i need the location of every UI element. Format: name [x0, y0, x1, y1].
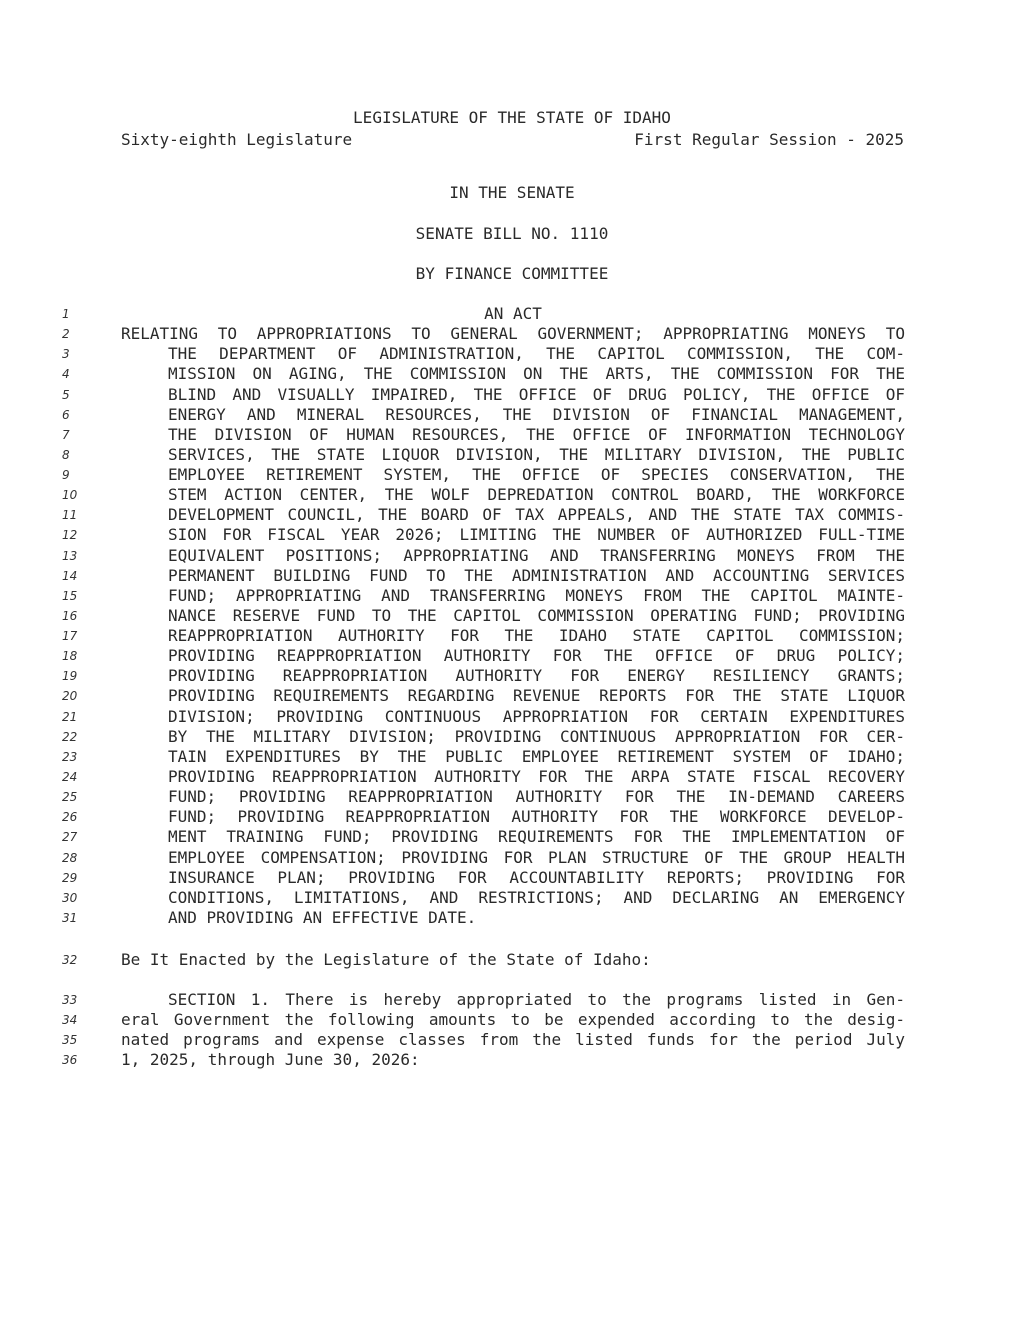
line-number: 24	[62, 769, 78, 784]
line-number: 6	[62, 407, 70, 422]
line-text: INSURANCE PLAN; PROVIDING FOR ACCOUNTABILITY REPORTS; PROVIDING FOR	[168, 867, 905, 887]
text-line	[0, 344, 1024, 364]
line-text: PROVIDING REAPPROPRIATION AUTHORITY FOR THE OFFICE OF DRUG POLICY;	[168, 646, 905, 666]
line-text: AN ACT	[484, 304, 542, 323]
text-line	[0, 727, 1024, 747]
line-text: 1, 2025, through June 30, 2026:	[121, 1050, 420, 1069]
line-text: EMPLOYEE RETIREMENT SYSTEM, THE OFFICE OF SPECIES CONSERVATION, THE	[168, 465, 905, 485]
line-text: RELATING TO APPROPRIATIONS TO GENERAL GOVERNMENT; APPROPRIATING MONEYS TO	[121, 324, 905, 344]
text-line	[0, 848, 1024, 868]
line-text: nated programs and expense classes from the listed funds for the period July	[121, 1030, 905, 1049]
line-number: 18	[62, 649, 78, 664]
line-number: 31	[62, 910, 78, 925]
line-number: 29	[62, 870, 78, 885]
line-number: 16	[62, 608, 78, 623]
line-number: 1	[62, 307, 70, 321]
text-line	[0, 787, 1024, 807]
line-text: SION FOR FISCAL YEAR 2026; LIMITING THE NUMBER OF AUTHORIZED FULL-TIME	[168, 525, 905, 545]
line-text: FUND; APPROPRIATING AND TRANSFERRING MONEYS FROM THE CAPITOL MAINTE-	[168, 585, 905, 605]
legislature-number: Sixty-eighth Legislature	[121, 130, 353, 149]
line-number: 10	[62, 488, 78, 503]
text-line	[0, 566, 1024, 586]
line-number: 4	[62, 367, 70, 382]
line-number: 23	[62, 749, 78, 764]
line-number: 14	[62, 568, 78, 583]
line-number: 7	[62, 427, 70, 442]
line-text: DIVISION; PROVIDING CONTINUOUS APPROPRIATION FOR CERTAIN EXPENDITURES	[168, 706, 905, 726]
line-text: PROVIDING REQUIREMENTS REGARDING REVENUE REPORTS FOR THE STATE LIQUOR	[168, 686, 905, 706]
text-line	[0, 425, 1024, 445]
line-number: 13	[62, 548, 78, 563]
line-number: 26	[62, 810, 78, 825]
text-line	[0, 364, 1024, 384]
text-line	[0, 807, 1024, 827]
line-text: eral Government the following amounts to be expended according to the desig-	[121, 1010, 905, 1029]
line-text: MENT TRAINING FUND; PROVIDING REQUIREMENTS FOR THE IMPLEMENTATION OF	[168, 827, 905, 847]
line-text: SECTION 1. There is hereby appropriated to the programs listed in Gen-	[168, 990, 905, 1009]
line-number: 19	[62, 669, 78, 684]
line-text: THE DEPARTMENT OF ADMINISTRATION, THE CAPITOL COMMISSION, THE COM-	[168, 344, 905, 364]
text-line	[0, 888, 1024, 908]
line-number: 25	[62, 790, 78, 805]
line-text: BY THE MILITARY DIVISION; PROVIDING CONTINUOUS APPROPRIATION FOR CER-	[168, 726, 905, 746]
line-number: 35	[62, 1033, 78, 1047]
line-number: 11	[62, 508, 78, 523]
line-text: PERMANENT BUILDING FUND TO THE ADMINISTRATION AND ACCOUNTING SERVICES	[168, 565, 905, 585]
line-text: ENERGY AND MINERAL RESOURCES, THE DIVISION OF FINANCIAL MANAGEMENT,	[168, 404, 905, 424]
text-line	[0, 626, 1024, 646]
text-line	[0, 405, 1024, 425]
line-number: 5	[62, 387, 70, 402]
line-number: 36	[62, 1053, 78, 1067]
line-number: 28	[62, 850, 78, 865]
text-line	[0, 950, 1024, 970]
bill-sponsor: BY FINANCE COMMITTEE	[415, 264, 609, 283]
line-text: AND PROVIDING AN EFFECTIVE DATE.	[168, 907, 477, 927]
line-number: 32	[62, 953, 78, 967]
text-line	[0, 767, 1024, 787]
text-line	[0, 324, 1024, 344]
line-text: STEM ACTION CENTER, THE WOLF DEPREDATION CONTROL BOARD, THE WORKFORCE	[168, 485, 905, 505]
text-line	[0, 686, 1024, 706]
session-label: First Regular Session - 2025	[634, 130, 904, 149]
line-number: 33	[62, 993, 78, 1007]
line-text: THE DIVISION OF HUMAN RESOURCES, THE OFFICE OF INFORMATION TECHNOLOGY	[168, 424, 905, 444]
line-text: Be It Enacted by the Legislature of the State of Idaho:	[121, 950, 651, 969]
text-line	[0, 868, 1024, 888]
line-text: FUND; PROVIDING REAPPROPRIATION AUTHORITY FOR THE WORKFORCE DEVELOP-	[168, 807, 905, 827]
text-line	[0, 505, 1024, 525]
text-line	[0, 707, 1024, 727]
text-line	[0, 304, 1024, 324]
text-line	[0, 465, 1024, 485]
line-number: 3	[62, 347, 70, 362]
line-number: 15	[62, 588, 78, 603]
text-line	[0, 445, 1024, 465]
line-number: 27	[62, 830, 78, 845]
line-text: FUND; PROVIDING REAPPROPRIATION AUTHORITY FOR THE IN-DEMAND CAREERS	[168, 787, 905, 807]
line-text: EQUIVALENT POSITIONS; APPROPRIATING AND TRANSFERRING MONEYS FROM THE	[168, 545, 905, 565]
text-line	[0, 747, 1024, 767]
line-number: 34	[62, 1013, 78, 1027]
text-line	[0, 546, 1024, 566]
line-text: PROVIDING REAPPROPRIATION AUTHORITY FOR THE ARPA STATE FISCAL RECOVERY	[168, 766, 905, 786]
text-line	[0, 1030, 1024, 1050]
text-line	[0, 385, 1024, 405]
text-line	[0, 666, 1024, 686]
line-text: EMPLOYEE COMPENSATION; PROVIDING FOR PLAN STRUCTURE OF THE GROUP HEALTH	[168, 847, 905, 867]
text-line	[0, 646, 1024, 666]
line-number: 21	[62, 709, 78, 724]
line-number: 8	[62, 447, 70, 462]
line-text: SERVICES, THE STATE LIQUOR DIVISION, THE MILITARY DIVISION, THE PUBLIC	[168, 444, 905, 464]
line-number: 2	[62, 327, 70, 342]
line-number: 30	[62, 890, 78, 905]
line-number: 9	[62, 468, 70, 483]
line-text: BLIND AND VISUALLY IMPAIRED, THE OFFICE OF DRUG POLICY, THE OFFICE OF	[168, 384, 905, 404]
text-line	[0, 908, 1024, 928]
text-line	[0, 525, 1024, 545]
line-text: CONDITIONS, LIMITATIONS, AND RESTRICTIONS; AND DECLARING AN EMERGENCY	[168, 887, 905, 907]
line-text: PROVIDING REAPPROPRIATION AUTHORITY FOR ENERGY RESILIENCY GRANTS;	[168, 666, 905, 686]
line-text: NANCE RESERVE FUND TO THE CAPITOL COMMISSION OPERATING FUND; PROVIDING	[168, 605, 905, 625]
line-number: 20	[62, 689, 78, 704]
line-number: 22	[62, 729, 78, 744]
chamber-heading: IN THE SENATE	[449, 183, 575, 202]
line-text: DEVELOPMENT COUNCIL, THE BOARD OF TAX APPEALS, AND THE STATE TAX COMMIS-	[168, 505, 905, 525]
text-line	[0, 990, 1024, 1010]
line-text: REAPPROPRIATION AUTHORITY FOR THE IDAHO STATE CAPITOL COMMISSION;	[168, 626, 905, 646]
text-line	[0, 1010, 1024, 1030]
bill-number: SENATE BILL NO. 1110	[415, 224, 609, 243]
line-number: 12	[62, 528, 78, 543]
text-line	[0, 586, 1024, 606]
text-line	[0, 1050, 1024, 1070]
text-line	[0, 827, 1024, 847]
line-text: MISSION ON AGING, THE COMMISSION ON THE ARTS, THE COMMISSION FOR THE	[168, 364, 905, 384]
text-line	[0, 606, 1024, 626]
line-number: 17	[62, 629, 78, 644]
line-text: TAIN EXPENDITURES BY THE PUBLIC EMPLOYEE RETIREMENT SYSTEM OF IDAHO;	[168, 746, 905, 766]
text-line	[0, 485, 1024, 505]
legislature-title: LEGISLATURE OF THE STATE OF IDAHO	[353, 108, 671, 127]
